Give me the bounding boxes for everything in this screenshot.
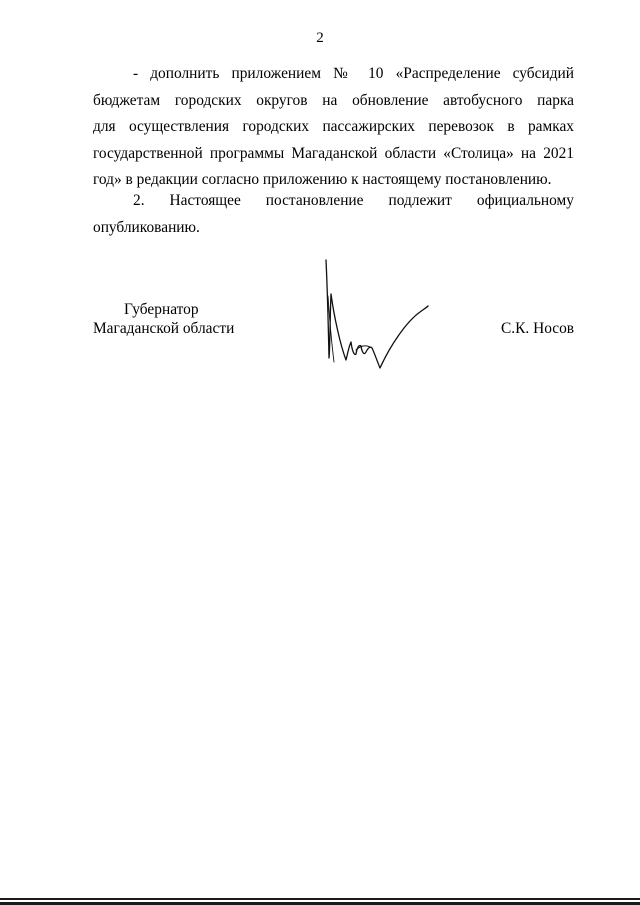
signer-title-line1: Губернатор bbox=[124, 301, 199, 318]
paragraph-line: опубликованию. bbox=[93, 218, 200, 236]
paragraph-amendment bbox=[93, 61, 574, 194]
paragraph-line: государственной программы Магаданской области «Столица» на 2021 bbox=[93, 144, 574, 162]
signer-name: С.К. Носов bbox=[501, 320, 575, 337]
signer-title-line2: Магаданской области bbox=[93, 320, 235, 337]
paragraph-line: год» в редакции согласно приложению к настоящему постановлению. bbox=[93, 171, 552, 189]
paragraph-line: для осуществления городских пассажирских перевозок в рамках bbox=[93, 118, 574, 136]
page-number: 2 bbox=[316, 30, 324, 46]
handwritten-signature bbox=[316, 256, 436, 371]
paragraph-publication bbox=[93, 188, 574, 241]
paragraph-line: - дополнить приложением № 10 «Распределение субсидий bbox=[133, 65, 574, 82]
scan-bottom-edge bbox=[0, 898, 640, 905]
paragraph-line: 2. Настоящее постановление подлежит официальному bbox=[133, 192, 574, 209]
paragraph-line: бюджетам городских округов на обновление автобусного парка bbox=[93, 91, 574, 109]
